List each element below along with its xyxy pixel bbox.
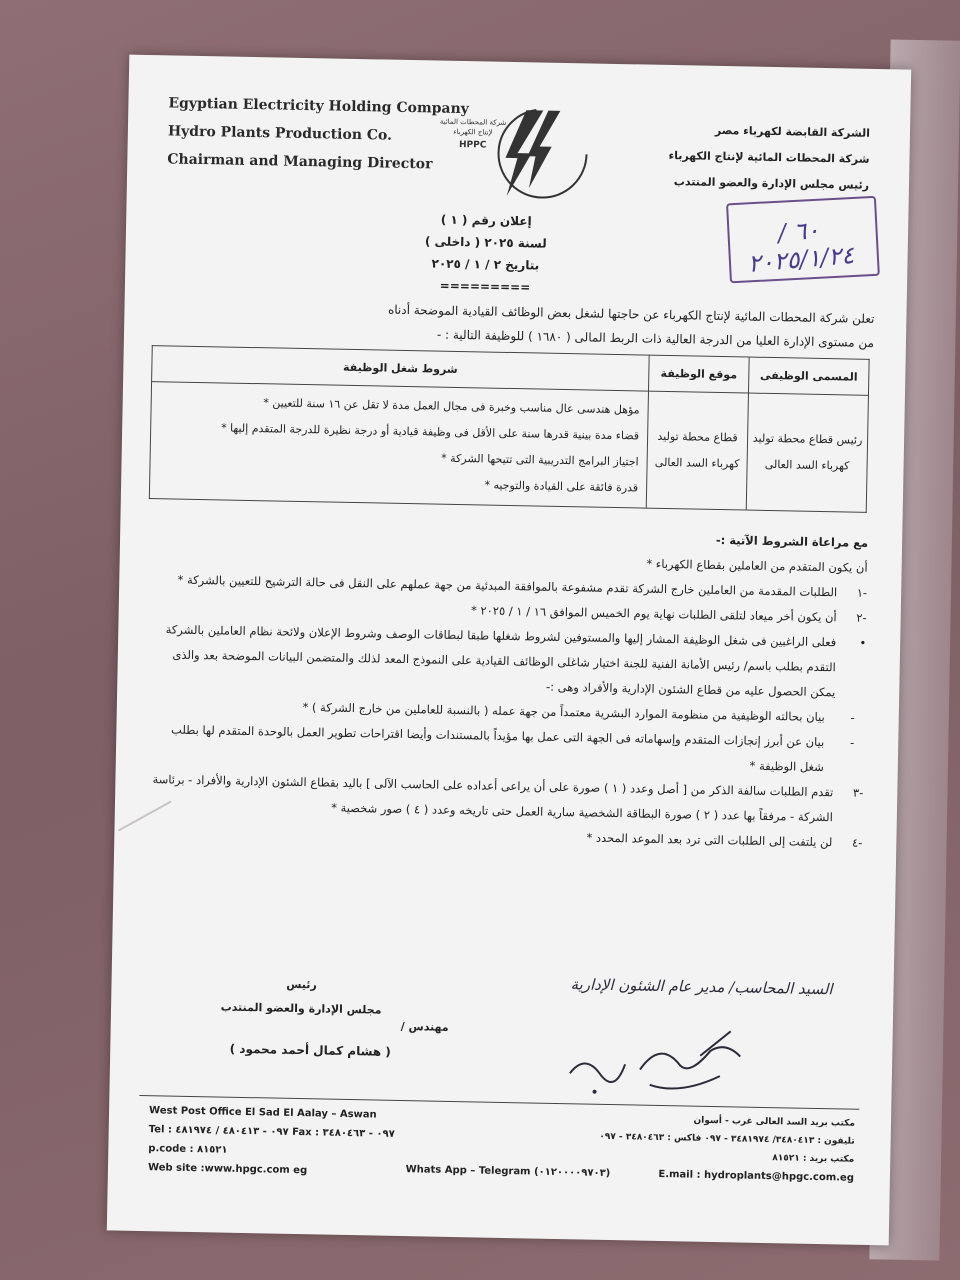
footer-arabic bbox=[534, 1109, 855, 1169]
company-name-en: Egyptian Electricity Holding Company bbox=[168, 95, 470, 118]
requirement-item bbox=[145, 617, 866, 706]
announcement-header bbox=[395, 208, 577, 299]
handwritten-note: السيد المحاسب/ مدير عام الشئون الإدارية bbox=[570, 975, 833, 999]
jobs-table bbox=[149, 345, 870, 513]
requirements-heading: مع مراعاة الشروط الآتية :- bbox=[715, 532, 869, 550]
signature-title bbox=[201, 971, 402, 1023]
job-conditions-cell bbox=[149, 382, 648, 509]
item-text: الطلبات المقدمة من العاملين خارج الشركة تقدم مشفوعة بالموافقة المبدئية من جهة عملهم على النقل فى حالة الترشيح للتعيين بالشركة * bbox=[177, 572, 838, 600]
stamp-handwriting: ٦٠ / ٢٠٢٥/١/٢٤ bbox=[746, 215, 856, 278]
col-header-conditions: شروط شغل الوظيفة bbox=[152, 346, 650, 392]
requirements-section bbox=[142, 517, 868, 856]
announcement-number: إعلان رقم ( ١ ) bbox=[440, 212, 532, 229]
item-number: -١ bbox=[856, 585, 868, 600]
footer-address-ar: مكتب بريد السد العالى غرب - أسوان bbox=[693, 1115, 856, 1129]
signature-engineer-label: مهندس / bbox=[400, 1019, 449, 1034]
item-text: فعلى الراغبين فى شغل الوظيفة المشار إليها والمستوفين لشروط شغلها طبقا لبطاقات الوصف وشروط الإعلان ولائحة نظام العاملين بالشركة التقدم بطلب باسم/ رئيس الأمانة الفنية للجنة اختيار شاغلى الوظائف القيادية على النموذج المعد لذلك والمتضمن البيانات الموضحة بعد والذى يمكن الحصول عليه من قطاع الشئون الإدارية والأفراد وهى :- bbox=[165, 622, 837, 700]
signature-title-1: رئيس bbox=[286, 977, 317, 992]
requirements-intro: أن يكون المتقدم من العاملين بقطاع الكهرباء * bbox=[646, 556, 868, 575]
company-name-ar: الشركة القابضة لكهرباء مصر bbox=[714, 123, 871, 140]
company-logo-icon bbox=[446, 97, 598, 210]
document-page bbox=[107, 55, 911, 1246]
intro-line-2: من مستوى الإدارة العليا من الدرجة العالية ذات الربط المالى ( ١٦٨٠ ) للوظيفة التالية : - bbox=[436, 327, 875, 350]
condition-item: اجتياز البرامج التدريبية التى تتيحها الشركة * bbox=[441, 451, 639, 469]
condition-item: قضاء مدة بينية قدرها سنة على الأقل فى وظيفة قيادية أو درجة نظيرة للدرجة المتقدم إليها * bbox=[221, 421, 640, 443]
intro-paragraph bbox=[154, 293, 875, 355]
condition-item: مؤهل هندسى عال مناسب وخبرة فى مجال العمل مدة لا تقل عن ١٦ سنة للتعيين * bbox=[263, 396, 640, 417]
footer-email: E.mail : hydroplants@hpgc.com.eg bbox=[658, 1168, 855, 1184]
item-number: -٤ bbox=[851, 835, 863, 850]
sub-dash: - bbox=[850, 710, 855, 725]
table-row bbox=[149, 382, 868, 513]
item-number: -٣ bbox=[852, 785, 864, 800]
job-title-cell: رئيس قطاع محطة توليد كهرباء السد العالى bbox=[746, 393, 868, 512]
logo-code: HPPC bbox=[458, 139, 487, 151]
sub-item-text: بيان بحالته الوظيفية من منظومة الموارد البشرية معتمداً من جهة عمله ( بالنسبة للعاملين من خارج الشركة ) * bbox=[302, 700, 825, 725]
chairman-title-en: Chairman and Managing Director bbox=[167, 151, 433, 173]
signatory-name: ( هشام كمال أحمد محمود ) bbox=[229, 1041, 391, 1059]
item-text: لن يلتفت إلى الطلبات التى ترد بعد الموعد المحدد * bbox=[586, 830, 833, 850]
logo-caption-ar1: شركة المحطات المائية bbox=[439, 117, 507, 127]
intro-line-1: تعلن شركة المحطات المائية لإنتاج الكهرباء عن حاجتها لشغل بعض الوظائف القيادية الموضحة أدناه bbox=[387, 302, 875, 326]
job-location-cell: قطاع محطة توليد كهرباء السد العالى bbox=[646, 391, 748, 510]
signature-title-2: مجلس الإدارة والعضو المنتدب bbox=[220, 1000, 382, 1017]
col-header-location: موقع الوظيفة bbox=[648, 355, 749, 393]
item-text: تقدم الطلبات سالفة الذكر من [ أصل وعدد ( ١ ) صورة على أن يراعى أعداده على الحاسب الآلى ] باليد بقطاع الشئون الإدارية والأفراد - برئاسة الشركة - مرفقاً بها عدد ( ٢ ) صورة البطاقة الشخصية سارية العمل حتى تاريخه وعدد ( ٤ ) صور شخصية * bbox=[152, 772, 834, 825]
item-bullet: • bbox=[859, 635, 867, 650]
footer-whatsapp: Whats App – Telegram (٠١٢٠٠٠٠٩٧٠٣) bbox=[405, 1164, 611, 1180]
footer-tel-en: Tel : ٠٩٧ - ٤٨٠٤١٣ / ٤٨١٩٧٤ Fax : ٠٩٧ - ٣٤٨٠٤٦٣ bbox=[148, 1124, 395, 1140]
announcement-year: لسنة ٢٠٢٥ ( داخلى ) bbox=[424, 234, 547, 251]
footer-tel-ar: تليفون : ٣٤٨٠٤١٣/ ٣٤٨١٩٧٤ - ٠٩٧ فاكس : ٣٤٨٠٤٦٣ - ٠٩٧ bbox=[599, 1131, 855, 1147]
item-text: أن يكون أخر ميعاد لتلقى الطلبات نهاية يوم الخميس الموافق ١٦ / ١ / ٢٠٢٥ * bbox=[470, 603, 837, 625]
sub-item-text: بيان عن أبرز إنجازات المتقدم وإسهاماته فى الجهة التى عمل بها مؤيداً بالمستندات وأيضا اقتراحات تطوير العمل بالوحدة المتقدم لها بطلب شغل الوظيفة * bbox=[170, 722, 825, 775]
condition-item: قدرة فائقة على القيادة والتوجيه * bbox=[484, 478, 639, 495]
item-number: -٢ bbox=[856, 610, 867, 625]
col-header-title: المسمى الوظيفى bbox=[748, 357, 869, 395]
footer-website: Web site :www.hpgc.com eg bbox=[147, 1162, 308, 1177]
logo-caption-ar2: لإنتاج الكهرباء bbox=[453, 127, 493, 137]
announcement-date: بتاريخ ٢ / ١ / ٢٠٢٥ bbox=[431, 256, 540, 273]
footer-pcode-ar: مكتب بريد : ٨١٥٢١ bbox=[772, 1153, 855, 1165]
subsidiary-name-ar: شركة المحطات المائية لإنتاج الكهرباء bbox=[668, 148, 870, 166]
footer-address-en: West Post Office El Sad El Aalay – Aswan bbox=[148, 1105, 377, 1121]
chairman-title-ar: رئيس مجلس الإدارة والعضو المنتدب bbox=[673, 175, 870, 192]
footer-pcode-en: p.code : ٨١٥٢١ bbox=[148, 1143, 228, 1156]
header-arabic bbox=[609, 116, 870, 199]
handwritten-signature-icon bbox=[549, 1013, 771, 1107]
sub-dash: - bbox=[849, 735, 855, 750]
announcement-rule: ========= bbox=[439, 278, 531, 295]
subsidiary-name-en: Hydro Plants Production Co. bbox=[167, 123, 393, 144]
